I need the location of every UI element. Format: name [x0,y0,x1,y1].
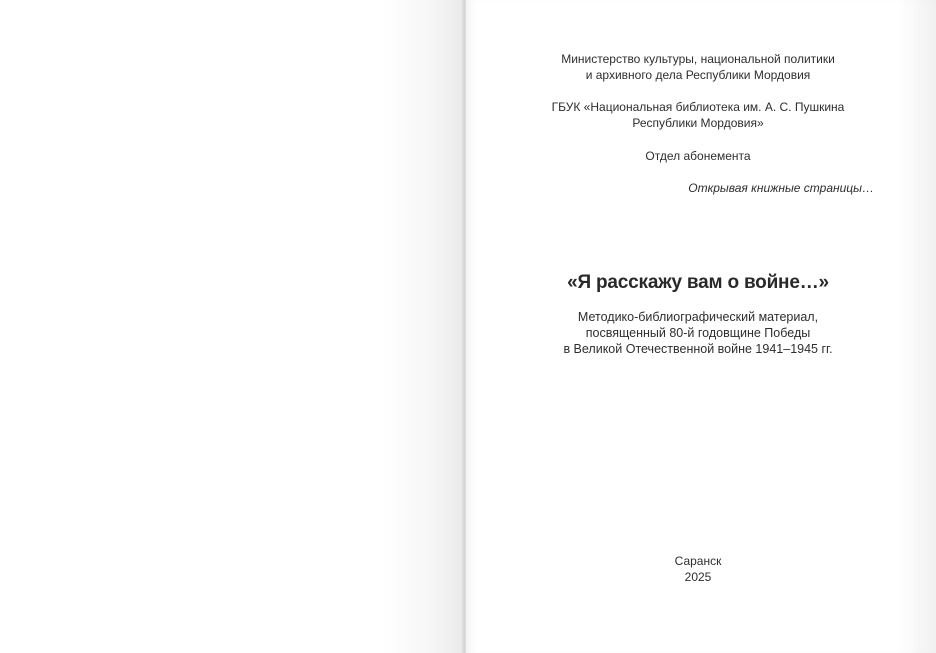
publication-year: 2025 [684,570,712,584]
publication-imprint [466,553,930,585]
subtitle-line: посвященный 80-й годовщине Победы [585,326,811,340]
department-name: Отдел абонемента [645,149,751,163]
ministry-header [466,51,930,83]
subtitle-line: в Великой Отечественной войне 1941–1945 гг. [563,342,833,356]
library-line: Республики Мордовия» [632,116,764,130]
document-title: «Я расскажу вам о войне…» [567,272,829,293]
ministry-line: и архивного дела Республики Мордовия [585,68,811,82]
left-blank-page [0,0,465,653]
title-page [466,0,936,653]
ministry-line: Министерство культуры, национальной политики [561,52,835,66]
publication-city: Саранск [674,554,722,568]
library-line: ГБУК «Национальная библиотека им. А. С. Пушкина [551,100,845,114]
series-name: Открывая книжные страницы… [688,181,874,195]
document-subtitle [466,309,930,357]
library-header [466,99,930,131]
subtitle-line: Методико-библиографический материал, [577,310,819,324]
